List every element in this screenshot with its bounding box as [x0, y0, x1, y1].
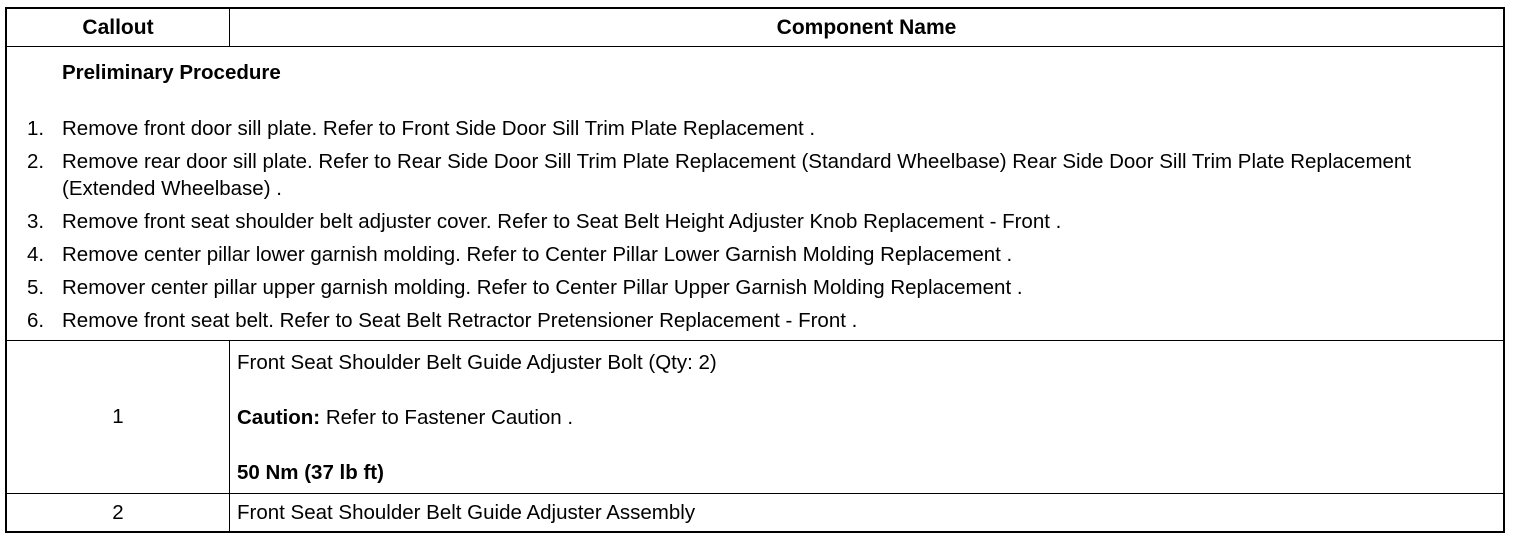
- list-item: [7, 148, 1503, 202]
- component-name: Front Seat Shoulder Belt Guide Adjuster Assembly: [237, 500, 696, 524]
- step-number: 2.: [27, 150, 45, 173]
- list-item: [7, 208, 1503, 235]
- torque-spec: 50 Nm (37 lb ft): [237, 461, 384, 484]
- step-number: 1.: [27, 117, 45, 140]
- list-item: [7, 307, 1503, 334]
- step-number: 4.: [27, 243, 45, 266]
- list-item: [7, 115, 1503, 142]
- step-number: 6.: [27, 309, 45, 332]
- caution-label: Caution:: [237, 406, 321, 429]
- step-text: Remove rear door sill plate. Refer to Rear Side Door Sill Trim Plate Replacement (Standard Wheelbase) Rear Side Door Sill Trim Plate Replacement (Extended Wheelbase) .: [62, 150, 1412, 200]
- preliminary-procedure-row: [7, 47, 1503, 341]
- preliminary-steps-list: [7, 115, 1503, 340]
- step-text: Remove front seat shoulder belt adjuster cover. Refer to Seat Belt Height Adjuster Knob Replacement - Front .: [62, 210, 1062, 233]
- callout-cell: 2: [7, 494, 230, 531]
- component-name-cell: [230, 341, 1503, 493]
- step-number: 5.: [27, 276, 45, 299]
- callout-cell: 1: [7, 341, 230, 493]
- list-item: [7, 241, 1503, 268]
- header-component-name: Component Name: [776, 16, 957, 39]
- header-callout: Callout: [7, 9, 230, 47]
- component-name: Front Seat Shoulder Belt Guide Adjuster Bolt (Qty: 2): [237, 351, 717, 374]
- component-name-cell: [230, 494, 1503, 531]
- step-text: Remove front seat belt. Refer to Seat Belt Retractor Pretensioner Replacement - Front .: [62, 309, 858, 332]
- preliminary-procedure-title: Preliminary Procedure: [62, 61, 281, 84]
- list-item: [7, 274, 1503, 301]
- procedure-table: [5, 7, 1505, 533]
- step-text: Remove front door sill plate. Refer to Front Side Door Sill Trim Plate Replacement .: [62, 117, 816, 140]
- table-header-row: [7, 9, 1503, 47]
- step-text: Remove center pillar lower garnish molding. Refer to Center Pillar Lower Garnish Molding Replacement .: [62, 243, 1013, 266]
- caution-text: Refer to Fastener Caution .: [320, 406, 574, 429]
- table-row: [7, 494, 1503, 531]
- step-number: 3.: [27, 210, 45, 233]
- caution-line: [237, 406, 573, 430]
- step-text: Remover center pillar upper garnish molding. Refer to Center Pillar Upper Garnish Molding Replacement .: [62, 276, 1023, 299]
- table-row: [7, 341, 1503, 494]
